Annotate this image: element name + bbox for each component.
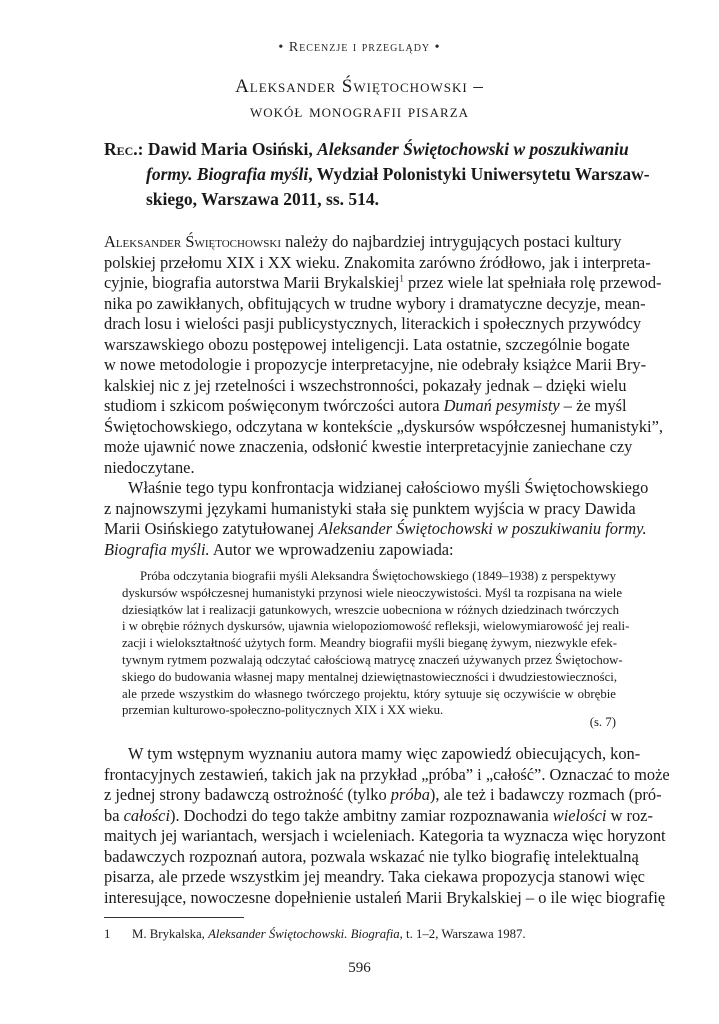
text-line bbox=[104, 396, 627, 417]
italic-word: próba bbox=[390, 785, 430, 804]
text-line bbox=[104, 519, 647, 540]
footnote-number: 1 bbox=[104, 927, 111, 941]
article-title bbox=[0, 74, 719, 124]
review-author: Dawid Maria Osiński, bbox=[147, 139, 313, 159]
text-span: należy do najbardziej intrygujących postaci kultury bbox=[281, 232, 622, 251]
quote-line: Próba odczytania biografii myśli Aleksandra Świętochowskiego (1849–1938) z perspektywy bbox=[140, 569, 616, 583]
review-book-title-2: formy. Biografia myśli bbox=[146, 164, 309, 184]
text-line bbox=[104, 273, 662, 294]
text-span: Autor we wprowadzeniu zapowiada: bbox=[209, 539, 454, 559]
review-citation bbox=[104, 137, 650, 212]
quote-reference: (s. 7) bbox=[589, 715, 616, 729]
footnote-rule bbox=[104, 917, 244, 918]
text-line: nika po zawikłanych, obfitujących w trudne wybory i dramatyczne decyzje, mean- bbox=[104, 293, 646, 313]
quote-line: ale przede wszystkim do własnego twórczego projektu, który sytuuje się oczywiście w obrębie bbox=[122, 686, 616, 701]
text-line: niedoczytane. bbox=[104, 457, 195, 477]
block-quote bbox=[122, 568, 630, 729]
body-text-part-2 bbox=[104, 744, 670, 908]
title-line-1: Aleksander Świętochowski – bbox=[235, 76, 484, 97]
review-line-3: skiego, Warszawa 2011, ss. 514. bbox=[146, 189, 380, 209]
text-line: interesujące, nowoczesne dopełnienie ustaleń Marii Brykalskiej – o ile więc biografię bbox=[104, 887, 666, 907]
text-line: badawczych rozpoznań autora, pozwala wskazać nie tylko biografię intelektualną bbox=[104, 846, 639, 866]
review-book-title-1: Aleksander Świętochowski w poszukiwaniu bbox=[317, 139, 629, 159]
text-line: W tym wstępnym wyznaniu autora mamy więc zapowiedź obiecujących, kon- bbox=[128, 744, 641, 763]
text-line: polskiej przełomu XIX i XX wieku. Znakomita zarówno źródłowo, jak i interpreta- bbox=[104, 252, 651, 272]
text-span: z jednej strony badawczą ostrożność (tylko bbox=[104, 785, 391, 804]
italic-word: wielości bbox=[552, 805, 607, 825]
text-span: Marii Osińskiego zatytułowanej bbox=[104, 519, 319, 538]
text-span: studiom i szkicom poświęconym twórczości autora bbox=[104, 396, 444, 415]
text-line: Świętochowskiego, odczytana w kontekście „dyskursów współczesnej humanistyki”, bbox=[104, 416, 663, 436]
quote-line: tywnym rytmem pozwalają odczytać całościową matrycę znaczeń używanych przez Świętochow- bbox=[122, 652, 623, 667]
italic-title: Dumań pesymisty bbox=[443, 396, 560, 415]
running-head: • Recenzje i przeglądy • bbox=[278, 40, 441, 55]
footnote-marker: 1 bbox=[399, 273, 404, 284]
text-span: przez wiele lat spełniała rolę przewod- bbox=[403, 273, 662, 292]
text-line: może ujawnić nowe znaczenia, odsłonić kwestie interpretacyjnie zaniechane czy bbox=[104, 437, 633, 456]
quote-line: przemian kulturowo-społeczno-politycznych XIX i XX wieku. bbox=[122, 703, 444, 718]
text-line: pisarza, ale przede wszystkim jej meandry. Taka ciekawa propozycja stanowi więc bbox=[104, 867, 645, 886]
text-line: Właśnie tego typu konfrontacja widzianej całościowo myśli Świętochowskiego bbox=[128, 478, 649, 497]
text-line: warszawskiego obozu postępowej inteligencji. Lata ostatnie, szczególnie bogate bbox=[104, 334, 630, 354]
text-span: ), ale też i badawczy rozmach (pró- bbox=[429, 785, 662, 804]
footnote-author: M. Brykalska, bbox=[132, 927, 209, 941]
title-line-2: wokół monografii pisarza bbox=[249, 101, 470, 122]
text-line: w nowe metodologie i propozycje interpretacyjne, nie odebrały książce Marii Bry- bbox=[104, 355, 647, 374]
quote-line: dziesiątków lat i realizacji gatunkowych, wreszcie uobecniona w różnych dziedzinach twórczych bbox=[122, 602, 620, 617]
body-text-part-1 bbox=[104, 232, 663, 560]
text-line bbox=[104, 540, 616, 561]
footnote-title: Aleksander Świętochowski. Biografia bbox=[208, 927, 400, 941]
text-span: ba bbox=[104, 805, 124, 825]
review-prefix: Rec.: bbox=[104, 139, 144, 159]
page-number: 596 bbox=[348, 960, 371, 976]
text-span: ). Dochodzi do tego także ambitny zamiar rozpoznawania bbox=[170, 805, 553, 825]
text-line: frontacyjnych zestawień, takich jak na przykład „próba” i „całość”. Oznaczać to może bbox=[104, 764, 670, 784]
lead-smallcaps: Aleksander Świętochowski bbox=[104, 232, 281, 251]
review-line-1 bbox=[104, 137, 629, 162]
text-span: cyjnie, biografia autorstwa Marii Brykalskiej bbox=[104, 273, 400, 292]
italic-title: Biografia myśli. bbox=[104, 539, 210, 559]
text-line bbox=[104, 785, 662, 806]
quote-line: zacji i wielokształtność użytych form. Meandry biografii myśli bieganę żywym, niezwykle efek- bbox=[122, 636, 618, 651]
text-line bbox=[104, 805, 653, 827]
quote-line: i w obrębie różnych dyskursów, ujawnia wielopoziomowość refleksji, wielowymiarowość jej reali- bbox=[122, 619, 630, 634]
italic-word: całości bbox=[123, 805, 171, 825]
text-line: kalskiej nic z jej rzetelności i wszechstronności, pokazały jednak – dzięki wielu bbox=[104, 375, 627, 395]
review-line-2 bbox=[104, 162, 650, 187]
text-line: drach losu i wielości pasji publicystycznych, literackich i społecznych przywódcy bbox=[104, 314, 642, 333]
text-line: z najnowszymi językami humanistyki stała się punktem wyjścia w pracy Dawida bbox=[104, 498, 636, 518]
text-span: w roz- bbox=[606, 805, 653, 825]
review-publisher-1: , Wydział Polonistyki Uniwersytetu Warszaw- bbox=[308, 164, 650, 184]
text-line bbox=[104, 232, 622, 253]
quote-line: dyskursów współczesnej humanistyki przynosi wiele nieoczywistości. Myśl ta rozpisana na wiele bbox=[122, 585, 623, 600]
text-span: – że myśl bbox=[559, 396, 627, 415]
footnote bbox=[104, 926, 616, 942]
italic-title: Aleksander Świętochowski w poszukiwaniu formy. bbox=[318, 519, 647, 538]
footnote-rest: , t. 1–2, Warszawa 1987. bbox=[399, 927, 526, 941]
text-line: maitych jej wariantach, wersjach i wcieleniach. Kategoria ta wyznacza więc horyzont bbox=[104, 826, 666, 845]
quote-line: skiego do budowania własnej mapy mentalnej dziewiętnastowieczności i dwudziestowieczności, bbox=[122, 669, 618, 684]
